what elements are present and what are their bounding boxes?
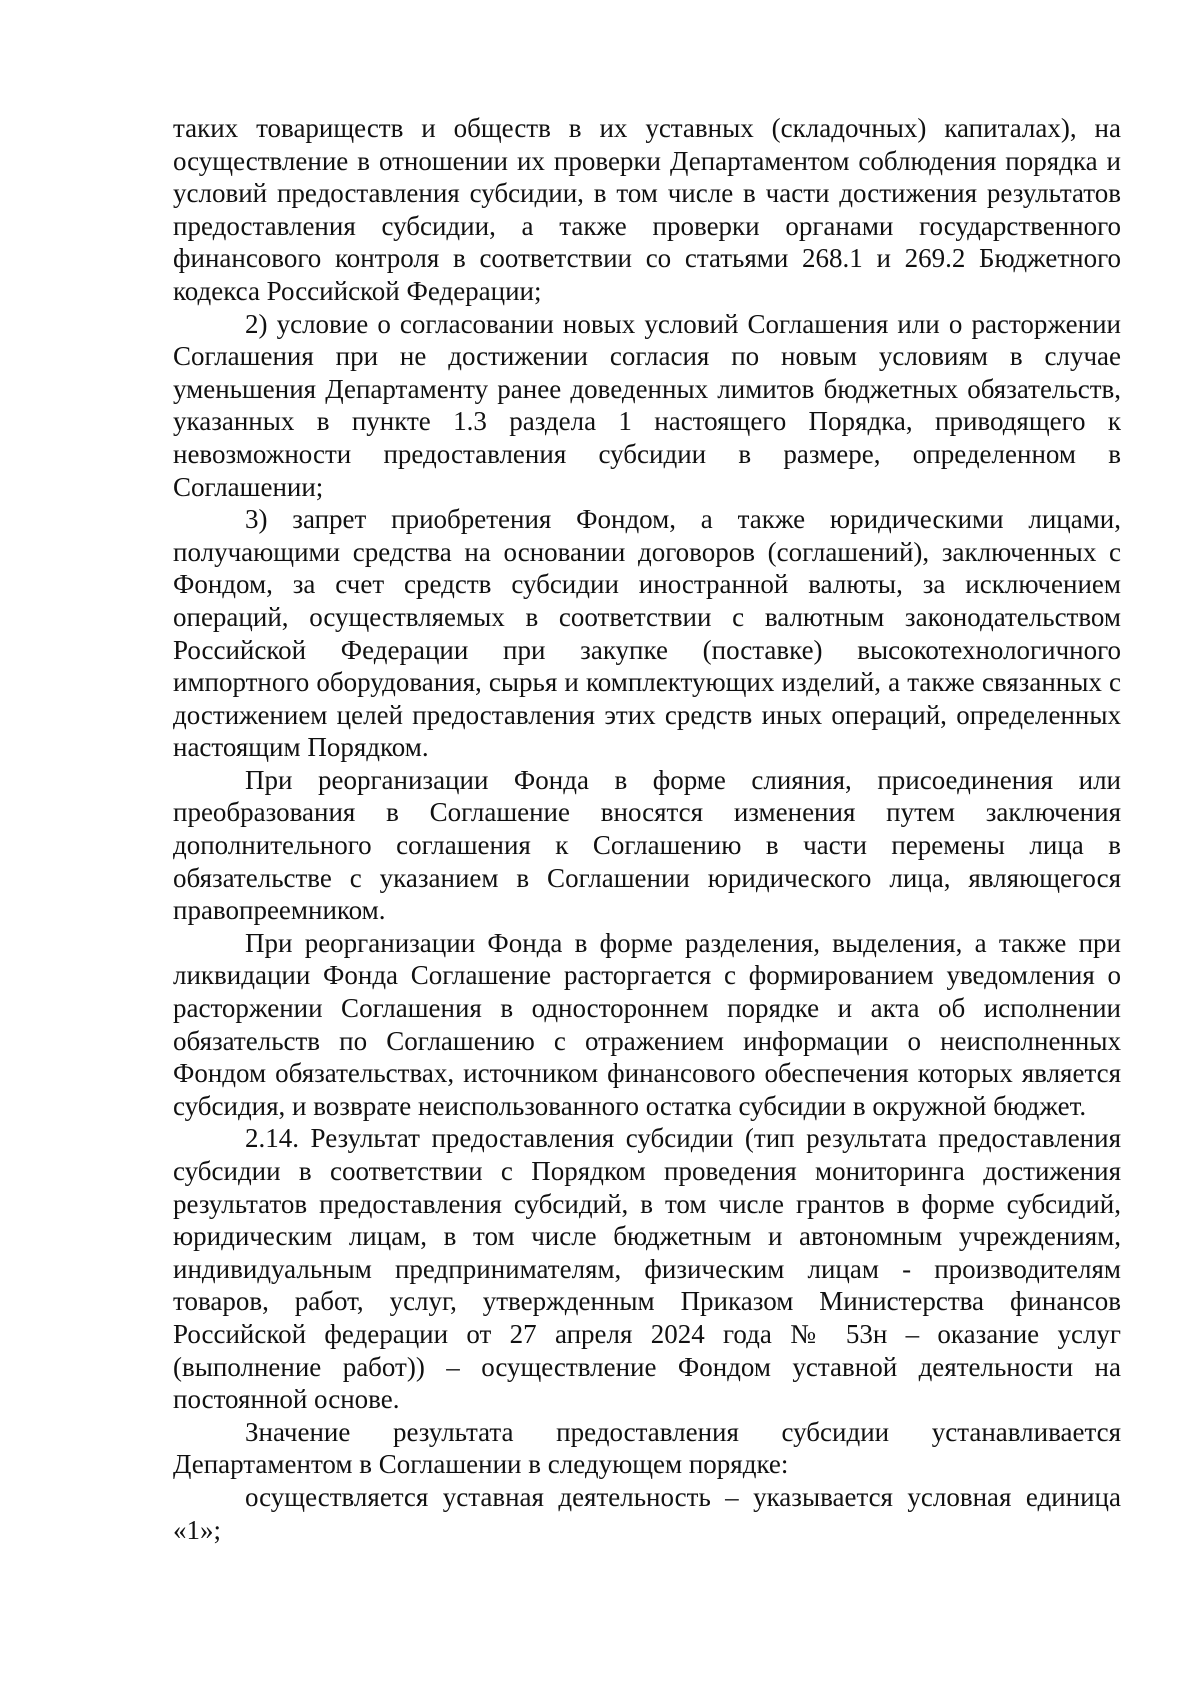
paragraph-reorganization-merger: При реорганизации Фонда в форме слияния, присоединения или преобразования в Соглашение вносятся изменения путем заключения дополнительного соглашения к Соглашению в части перемены лица в обязательстве с указанием в Соглашении юридического лица, являющегося правопреемником. <box>173 764 1121 926</box>
paragraph-reorganization-division: При реорганизации Фонда в форме разделения, выделения, а также при ликвидации Фонда Соглашение расторгается с формированием уведомления о расторжении Соглашения в одностороннем порядке и акта об исполнении обязательств по Соглашению с отражением информации о неисполненных Фондом обязательствах, источником финансового обеспечения которых является субсидия, и возврате неиспользованного остатка субсидии в окружной бюджет. <box>173 927 1121 1121</box>
paragraph-result-value: Значение результата предоставления субсидии устанавливается Департаментом в Соглашении в следующем порядке: <box>173 1416 1121 1480</box>
document-page <box>173 112 1121 1546</box>
paragraph-section-2-14: 2.14. Результат предоставления субсидии (тип результата предоставления субсидии в соответствии с Порядком проведения мониторинга достижения результатов предоставления субсидий, в том числе грантов в форме субсидий, юридическим лицам, в том числе бюджетным и автономным учреждениям, индивидуальным предпринимателям, физическим лицам - производителям товаров, работ, услуг, утвержденным Приказом Министерства финансов Российской федерации от 27 апреля 2024 года № 53н – оказание услуг (выполнение работ)) – осуществление Фондом уставной деятельности на постоянной основе. <box>173 1123 1121 1415</box>
paragraph-item-2: 2) условие о согласовании новых условий Соглашения или о расторжении Соглашения при не достижении согласия по новым условиям в случае уменьшения Департаменту ранее доведенных лимитов бюджетных обязательств, указанных в пункте 1.3 раздела 1 настоящего Порядка, приводящего к невозможности предоставления субсидии в размере, определенном в Соглашении; <box>173 308 1121 502</box>
paragraph-item-3: 3) запрет приобретения Фондом, а также юридическими лицами, получающими средства на основании договоров (соглашений), заключенных с Фондом, за счет средств субсидии иностранной валюты, за исключением операций, осуществляемых в соответствии с валютным законодательством Российской Федерации при закупке (поставке) высокотехнологичного импортного оборудования, сырья и комплектующих изделий, а также связанных с достижением целей предоставления этих средств иных операций, определенных настоящим Порядком. <box>173 504 1121 763</box>
paragraph-continuation: таких товариществ и обществ в их уставных (складочных) капиталах), на осуществление в отношении их проверки Департаментом соблюдения порядка и условий предоставления субсидии, в том числе в части достижения результатов предоставления субсидии, а также проверки органами государственного финансового контроля в соответствии со статьями 268.1 и 269.2 Бюджетного кодекса Российской Федерации; <box>173 113 1121 306</box>
paragraph-conditional-unit: осуществляется уставная деятельность – указывается условная единица «1»; <box>173 1481 1121 1545</box>
